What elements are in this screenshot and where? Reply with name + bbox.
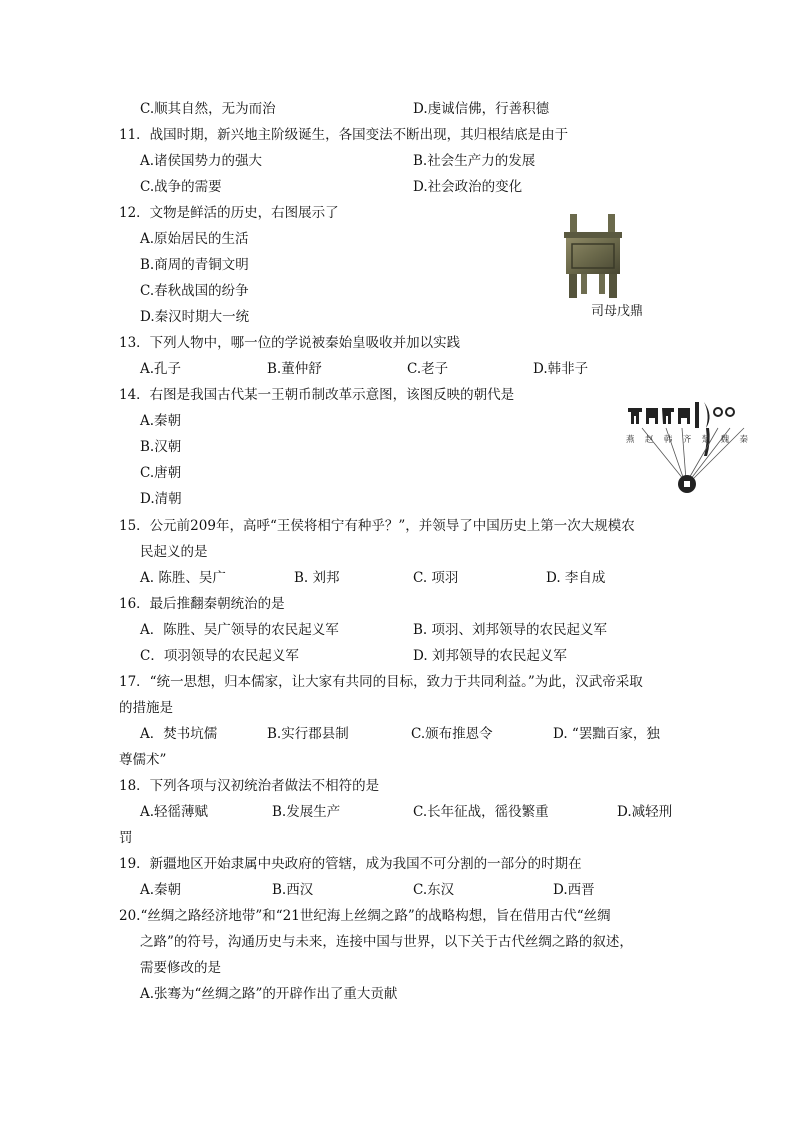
q16-option-d: D. 刘邦领导的农民起义军 [413,648,567,664]
q11-option-d: D.社会政治的变化 [413,179,523,195]
bronze-ding-image [560,212,626,300]
q19-stem: 19．新疆地区开始隶属中央政府的管辖，成为我国不可分割的一部分的时期在 [119,856,582,872]
q16-option-c: C．项羽领导的农民起义军 [140,648,299,664]
q12-option-b: B.商周的青铜文明 [140,257,249,273]
q17-option-a: A．焚书坑儒 [140,726,218,742]
q18-option-a: A.轻徭薄赋 [140,804,209,820]
q18-option-c: C.长年征战，徭役繁重 [413,804,549,820]
q11-option-a: A.诸侯国势力的强大 [140,153,263,169]
q12-option-a: A.原始居民的生活 [140,231,249,247]
coin-state-labels: 燕 赵 韩 齐 楚 魏 秦 [626,435,748,445]
q15-option-b: B. 刘邦 [294,570,340,586]
q20-stem-line2: 之路”的符号，沟通历史与未来，连接中国与世界，以下关于古代丝绸之路的叙述， [140,934,633,950]
q14-option-a: A.秦朝 [140,413,182,429]
q18-option-b: B.发展生产 [272,804,341,820]
q19-option-d: D.西晋 [553,882,595,898]
q15-option-a: A. 陈胜、吴广 [140,570,226,586]
q14-stem: 14．右图是我国古代某一王朝币制改革示意图，该图反映的朝代是 [119,387,515,403]
q18-option-d: D.减轻刑 [617,804,673,820]
q17-option-b: B.实行郡县制 [267,726,349,742]
q12-stem: 12．文物是鲜活的历史，右图展示了 [119,205,339,221]
q16-option-a: A．陈胜、吴广领导的农民起义军 [140,622,339,638]
q10-option-d: D.虔诚信佛，行善积德 [413,101,550,117]
q17-stem-line1: 17．“统一思想，归本儒家，让大家有共同的目标，致力于共同利益。”为此，汉武帝采取 [119,674,643,690]
q18-option-d-continued: 罚 [119,830,133,846]
q15-stem-line1: 15．公元前209年，高呼“王侯将相宁有种乎？”，并领导了中国历史上第一次大规模农 [119,518,635,534]
q14-option-c: C.唐朝 [140,465,182,481]
q11-option-c: C.战争的需要 [140,179,222,195]
q17-option-c: C.颁布推恩令 [411,726,493,742]
q14-option-d: D.清朝 [140,491,182,507]
q15-stem-line2: 民起义的是 [140,544,208,560]
q18-stem: 18．下列各项与汉初统治者做法不相符的是 [119,778,380,794]
q20-stem-line1: 20.“丝绸之路经济地带”和“21世纪海上丝绸之路”的战略构想，旨在借用古代“丝绸 [119,908,611,924]
q13-option-a: A.孔子 [140,361,182,377]
q15-option-c: C. 项羽 [413,570,459,586]
q13-option-c: C.老子 [407,361,449,377]
q19-option-a: A.秦朝 [140,882,182,898]
q17-stem-line2: 的措施是 [119,700,173,716]
q17-option-d-continued: 尊儒术” [119,752,167,768]
q15-option-d: D. 李自成 [546,570,606,586]
q20-option-a: A.张骞为“丝绸之路”的开辟作出了重大贡献 [140,986,398,1002]
q13-option-d: D.韩非子 [533,361,589,377]
q14-option-b: B.汉朝 [140,439,182,455]
q13-stem: 13．下列人物中，哪一位的学说被秦始皇吸收并加以实践 [119,335,461,351]
coin-reform-diagram [622,398,752,504]
q20-stem-line3: 需要修改的是 [140,960,221,976]
q11-stem: 11．战国时期，新兴地主阶级诞生，各国变法不断出现，其归根结底是由于 [119,127,569,143]
q17-option-d: D. “罢黜百家，独 [553,726,660,742]
q16-stem: 16．最后推翻秦朝统治的是 [119,596,285,612]
q16-option-b: B. 项羽、刘邦领导的农民起义军 [413,622,608,638]
q10-option-c: C.顺其自然，无为而治 [140,101,276,117]
q19-option-c: C.东汉 [413,882,455,898]
q12-option-d: D.秦汉时期大一统 [140,309,250,325]
q13-option-b: B.董仲舒 [267,361,322,377]
q19-option-b: B.西汉 [272,882,314,898]
q11-option-b: B.社会生产力的发展 [413,153,536,169]
q12-figure-caption: 司母戊鼎 [591,304,644,319]
q12-option-c: C.春秋战国的纷争 [140,283,249,299]
